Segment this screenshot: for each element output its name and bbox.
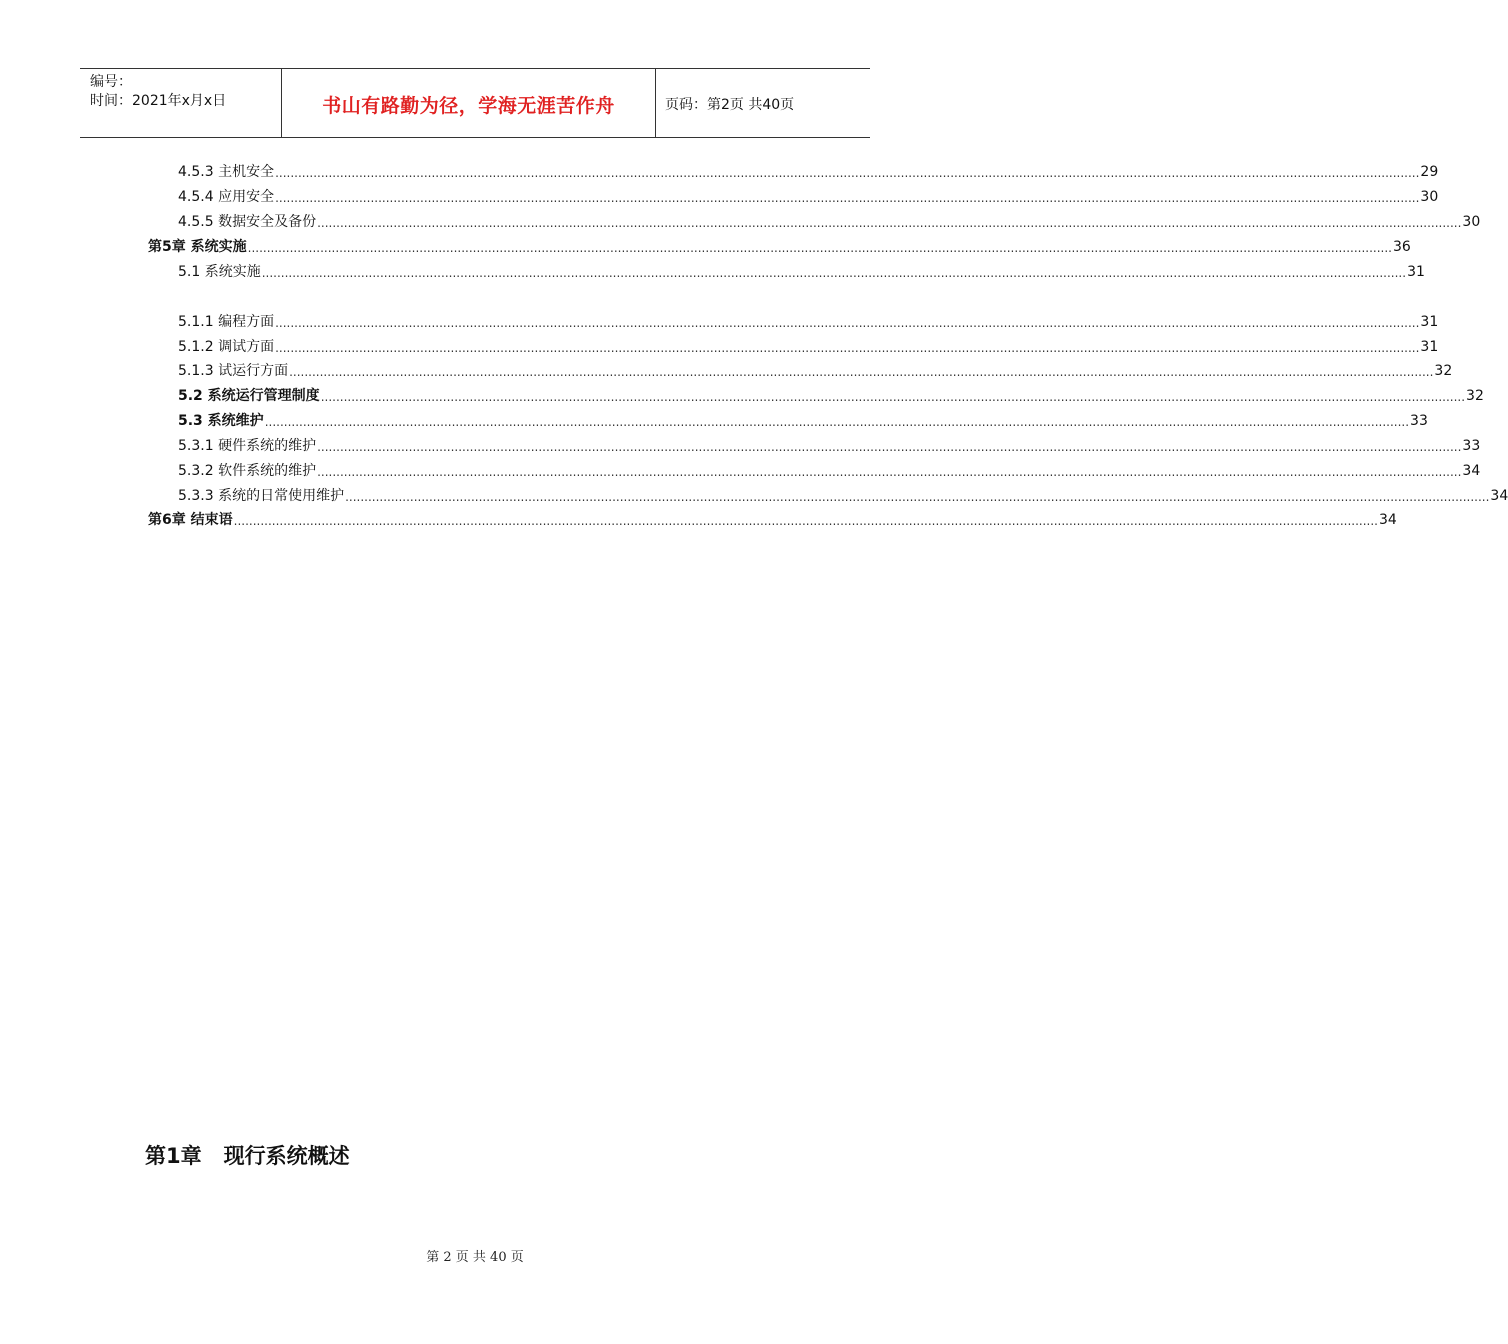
toc-entry[interactable] [178, 162, 1439, 182]
toc-entry-page: 34 [1378, 512, 1397, 528]
toc-leader-dots: ............................................................................................................................................................................................................................................................................................................ [320, 390, 1466, 404]
toc-entry-label: 4.5.4 应用安全 [178, 189, 275, 205]
page-header [80, 68, 870, 138]
toc-entry-label: 5.1.3 试运行方面 [178, 363, 289, 379]
chapter-heading [145, 1140, 350, 1170]
toc-entry-label: 4.5.5 数据安全及备份 [178, 214, 317, 230]
page-footer: 第 2 页 共 40 页 [426, 1250, 524, 1265]
toc-leader-dots: ............................................................................................................................................................................................................................................................................................................ [345, 490, 1490, 504]
toc-entry-label: 5.3.3 系统的日常使用维护 [178, 488, 345, 504]
toc-leader-dots: ............................................................................................................................................................................................................................................................................................................ [233, 514, 1378, 528]
toc-entry-page: 34 [1490, 488, 1508, 504]
chapter-number: 第1章 [145, 1144, 202, 1168]
toc-entry-page: 33 [1462, 438, 1481, 454]
toc-entry-label: 5.1.2 调试方面 [178, 339, 275, 355]
toc-entry-page: 34 [1462, 463, 1481, 479]
toc-leader-dots: ............................................................................................................................................................................................................................................................................................................ [275, 341, 1420, 355]
header-info-cell [80, 69, 281, 137]
toc-leader-dots: ............................................................................................................................................................................................................................................................................................................ [317, 465, 1462, 479]
toc-entry-label: 第5章 系统实施 [148, 239, 247, 255]
toc-entry-label: 第6章 结束语 [148, 512, 233, 528]
toc-entry-page: 29 [1420, 164, 1439, 180]
toc-entry[interactable] [148, 510, 1397, 530]
toc-entry-label: 4.5.3 主机安全 [178, 164, 275, 180]
toc-entry[interactable] [178, 262, 1425, 282]
toc-entry-label: 5.1.1 编程方面 [178, 314, 275, 330]
header-page-cell [655, 69, 870, 137]
toc-entry[interactable] [178, 212, 1481, 232]
toc-leader-dots: ............................................................................................................................................................................................................................................................................................................ [289, 365, 1434, 379]
toc-leader-dots: ............................................................................................................................................................................................................................................................................................................ [275, 166, 1420, 180]
toc-entry[interactable] [178, 361, 1453, 381]
toc-entry-label: 5.3 系统维护 [178, 413, 264, 429]
toc-entry[interactable] [178, 386, 1484, 406]
toc-leader-dots: ............................................................................................................................................................................................................................................................................................................ [247, 241, 1392, 255]
toc-entry-page: 31 [1420, 314, 1439, 330]
toc-entry-page: 31 [1407, 264, 1425, 280]
toc-entry-label: 5.3.2 软件系统的维护 [178, 463, 317, 479]
toc-leader-dots: ............................................................................................................................................................................................................................................................................................................ [317, 216, 1462, 230]
toc-entry-label: 5.3.1 硬件系统的维护 [178, 438, 317, 454]
toc-entry[interactable] [148, 237, 1411, 257]
header-motto-cell [281, 69, 656, 137]
toc-leader-dots: ............................................................................................................................................................................................................................................................................................................ [275, 191, 1420, 205]
header-page-number: 页码：第2页 共40页 [665, 97, 795, 113]
toc-entry[interactable] [178, 436, 1481, 456]
toc-leader-dots: ............................................................................................................................................................................................................................................................................................................ [264, 415, 1410, 429]
chapter-title: 现行系统概述 [223, 1144, 350, 1168]
toc-entry-page: 33 [1410, 413, 1428, 429]
toc-entry-page: 32 [1434, 363, 1453, 379]
toc-leader-dots: ............................................................................................................................................................................................................................................................................................................ [317, 440, 1462, 454]
toc-entry-page: 36 [1392, 239, 1411, 255]
toc-entry-label: 5.2 系统运行管理制度 [178, 388, 320, 404]
toc-entry[interactable] [178, 337, 1439, 357]
toc-entry[interactable] [178, 312, 1439, 332]
toc-entry-page: 31 [1420, 339, 1439, 355]
document-date-label: 时间：2021年x月x日 [90, 93, 227, 109]
toc-leader-dots: ............................................................................................................................................................................................................................................................................................................ [275, 316, 1420, 330]
document-number-label: 编号： [90, 74, 132, 90]
toc-entry-page: 32 [1466, 388, 1484, 404]
toc-leader-dots: ............................................................................................................................................................................................................................................................................................................ [261, 266, 1407, 280]
toc-entry[interactable] [178, 486, 1508, 506]
header-motto: 书山有路勤为径，学海无涯苦作舟 [322, 95, 615, 117]
toc-entry[interactable] [178, 187, 1439, 207]
toc-entry[interactable] [178, 461, 1481, 481]
toc-entry-page: 30 [1420, 189, 1439, 205]
toc-entry[interactable] [178, 411, 1428, 431]
toc-entry-page: 30 [1462, 214, 1481, 230]
toc-entry-label: 5.1 系统实施 [178, 264, 261, 280]
